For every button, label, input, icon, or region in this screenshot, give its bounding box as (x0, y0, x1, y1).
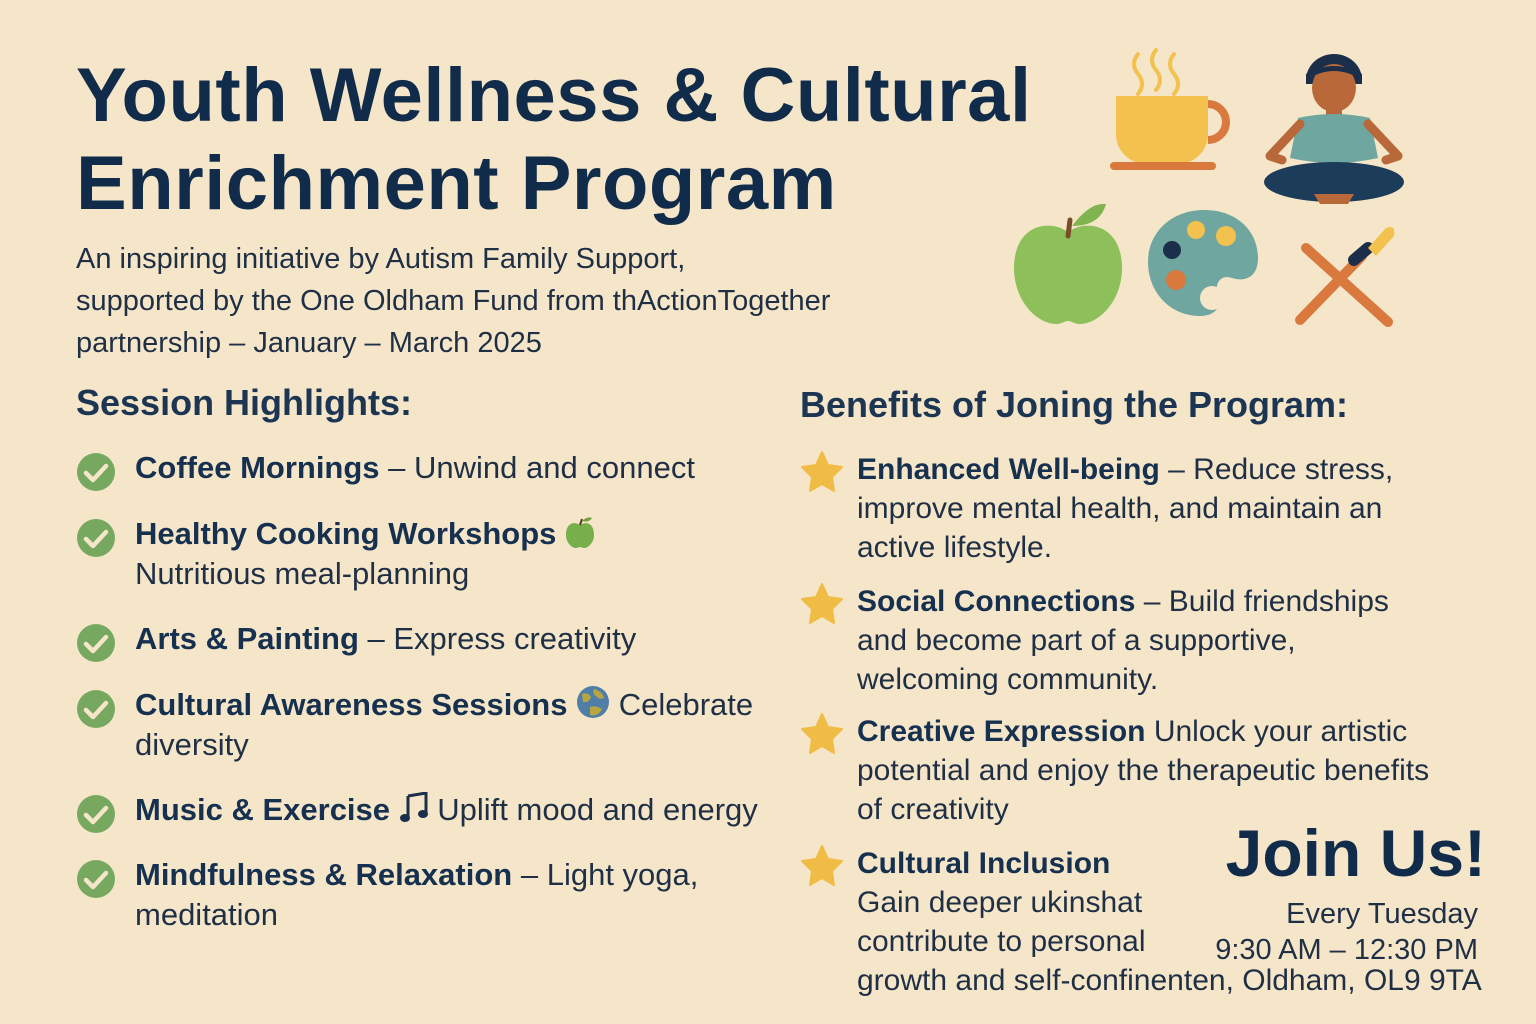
highlight-separator (429, 792, 438, 827)
coffee-cup-icon (1108, 46, 1244, 178)
benefit-desc-line-2: contribute to personal (857, 925, 1146, 958)
highlight-separator: – (358, 621, 394, 656)
highlights-heading: Session Highlights: (76, 382, 413, 423)
join-heading: Join Us! (1225, 816, 1486, 890)
highlight-desc: Celebrate diversity (135, 687, 754, 762)
highlight-separator (610, 687, 619, 722)
highlight-desc: Uplift mood and energy (437, 792, 758, 827)
benefit-title: Cultural Inclusion (857, 847, 1111, 880)
check-circle-icon (76, 452, 116, 492)
highlight-title: Mindfulness & Relaxation (135, 857, 513, 892)
benefit-item (800, 582, 1420, 699)
schedule-day: Every Tuesday (1286, 898, 1478, 930)
star-icon (800, 582, 844, 626)
highlight-separator (556, 516, 565, 551)
globe-icon (576, 685, 610, 719)
star-icon (800, 450, 844, 494)
check-circle-icon (76, 623, 116, 663)
meditation-person-icon (1254, 54, 1414, 206)
highlight-title: Coffee Mornings (135, 450, 380, 485)
intro-line-2: supported by the One Oldham Fund from thActionTogether (76, 285, 831, 317)
intro-line-3: partnership – January – March 2025 (76, 327, 542, 359)
highlight-title: Healthy Cooking Workshops (135, 516, 557, 551)
benefit-desc: Reduce stress, improve mental health, and maintain an active lifestyle. (857, 453, 1394, 564)
title-line-1: Youth Wellness & Cultural (76, 53, 1032, 138)
highlight-desc: Nutritious meal-planning (135, 556, 470, 591)
highlight-desc: Express creativity (393, 621, 637, 656)
highlight-item (76, 514, 636, 594)
highlight-separator: – (512, 857, 547, 892)
check-circle-icon (76, 689, 116, 729)
benefit-desc: Unlock your artistic potential and enjoy the therapeutic benefits of creativity (857, 715, 1430, 826)
intro-text (76, 238, 976, 364)
benefit-title: Social Connections (857, 585, 1136, 618)
benefit-item (800, 450, 1440, 567)
benefits-heading: Benefits of Joning the Program: (800, 384, 1349, 425)
check-circle-icon (76, 518, 116, 558)
benefit-separator: – (1159, 453, 1194, 486)
check-circle-icon (76, 794, 116, 834)
benefit-desc-line-3: growth and self-confinenten, Oldham, OL9 9TA (857, 964, 1482, 997)
highlight-item (76, 855, 776, 935)
music-note-icon (399, 792, 429, 824)
intro-line-1: An inspiring initiative by Autism Family Support, (76, 243, 686, 275)
paintbrush-icon (1292, 220, 1400, 328)
benefit-separator (1145, 715, 1153, 748)
benefit-separator: – (1135, 585, 1169, 618)
highlight-title: Arts & Painting (135, 621, 359, 656)
highlight-desc: Light yoga, meditation (135, 857, 699, 932)
star-icon (800, 712, 844, 756)
benefit-title: Creative Expression (857, 715, 1146, 748)
highlight-title: Cultural Awareness Sessions (135, 687, 568, 722)
highlight-desc: Unwind and connect (414, 450, 695, 485)
paint-palette-icon (1146, 206, 1260, 320)
highlight-item (76, 448, 816, 488)
highlight-title: Music & Exercise (135, 792, 391, 827)
schedule-info (1215, 896, 1478, 968)
highlight-item (76, 790, 816, 830)
check-circle-icon (76, 859, 116, 899)
benefit-desc: Build friendships and become part of a supportive, welcoming community. (857, 585, 1389, 696)
schedule-time: 9:30 AM – 12:30 PM (1215, 934, 1478, 966)
highlight-item (76, 619, 816, 659)
page-title (76, 52, 1116, 228)
highlight-separator: – (379, 450, 415, 485)
benefit-desc-line-1: Gain deeper ukinshat (857, 886, 1143, 919)
highlight-item (76, 685, 816, 765)
star-icon (800, 844, 844, 888)
apple-icon (1012, 202, 1124, 326)
green-apple-icon (565, 516, 595, 548)
benefit-title: Enhanced Well-being (857, 453, 1160, 486)
title-line-2: Enrichment Program (76, 141, 837, 226)
benefit-item (800, 712, 1450, 829)
